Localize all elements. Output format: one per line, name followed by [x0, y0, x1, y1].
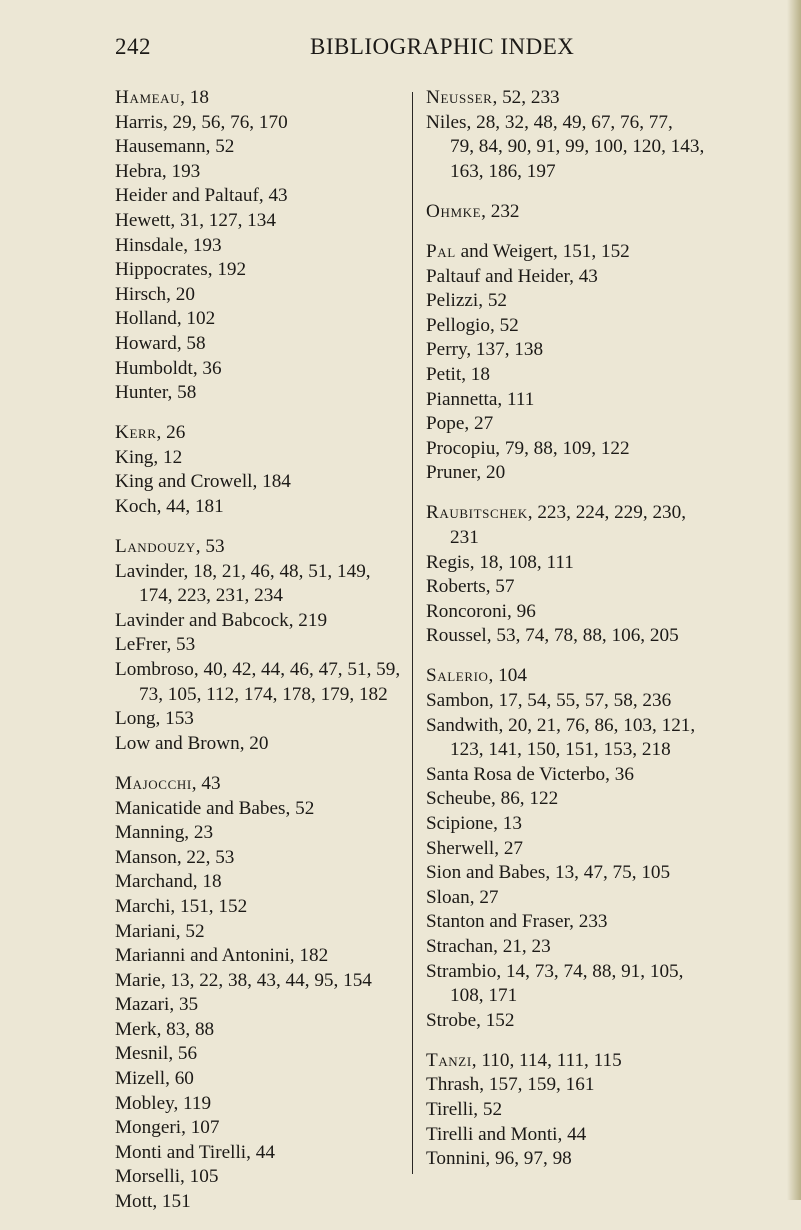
- page-number: 242: [115, 34, 151, 59]
- entry-name: Regis: [426, 551, 470, 573]
- index-entry-lavinder-and-babcock: [115, 609, 405, 634]
- entry-page-refs: , 43: [191, 772, 221, 794]
- entry-page-refs: , 31, 127, 134: [170, 209, 276, 231]
- entry-page-refs: , 21, 23: [493, 936, 551, 957]
- index-entry-low-and-brown: [115, 732, 405, 757]
- entry-page-refs: , 17, 54, 55, 57, 58, 236: [488, 690, 672, 712]
- entry-name: Roussel: [426, 625, 487, 647]
- index-entry-pruner: [426, 461, 726, 486]
- index-entry-lavinder: [115, 560, 405, 609]
- index-entry-morselli: [115, 1165, 405, 1190]
- entry-page-refs: , 193: [183, 234, 222, 256]
- entry-page-refs: , 13, 47, 75, 105: [545, 862, 671, 884]
- entry-page-refs: , 29, 56, 76, 170: [162, 111, 288, 133]
- entry-name: Marie: [115, 969, 161, 991]
- entry-name: Lavinder and Babcock: [115, 609, 289, 631]
- entry-page-refs: , 14, 73, 74, 88, 91, 105,: [496, 960, 684, 982]
- entry-page-refs: , 40, 42, 44, 46, 47, 51, 59,: [193, 659, 401, 681]
- index-entry-neusser: [426, 86, 726, 111]
- index-entry-howard: [115, 332, 405, 357]
- entry-page-refs: , 52: [285, 797, 315, 819]
- page-header: [0, 34, 801, 68]
- entry-page-refs: , 27: [469, 886, 499, 908]
- entry-name: Tanzi: [426, 1049, 472, 1071]
- entry-page-refs: , 13: [493, 813, 522, 835]
- entry-page-refs: , 18, 108, 111: [469, 551, 574, 573]
- index-entry-holland: [115, 307, 405, 332]
- entry-page-refs: and Weigert, 151, 152: [455, 240, 630, 262]
- index-entry-sherwell: [426, 837, 726, 862]
- index-letter-group: [115, 772, 405, 1215]
- index-entry-majocchi: [115, 772, 405, 797]
- entry-name: Niles: [426, 111, 467, 133]
- entry-page-refs: , 52, 233: [492, 87, 560, 108]
- index-letter-group: [115, 535, 405, 756]
- index-letter-group: [426, 664, 726, 1033]
- entry-name: Marchi: [115, 895, 171, 917]
- index-entry-santa-rosa-de-victerbo: [426, 763, 726, 788]
- index-entry-landouzy: [115, 535, 405, 560]
- entry-name: Lombroso: [115, 659, 194, 681]
- index-letter-group: [426, 200, 726, 225]
- entry-page-refs: , 56: [168, 1043, 198, 1065]
- entry-page-refs: , 58: [167, 382, 197, 404]
- entry-name: Pope: [426, 413, 465, 435]
- index-entry-mongeri: [115, 1116, 405, 1141]
- entry-page-refs: , 18, 21, 46, 48, 51, 149,: [183, 560, 371, 582]
- entry-page-refs: , 182: [289, 945, 329, 967]
- entry-name: Sloan: [426, 886, 470, 908]
- index-entry-roberts: [426, 575, 726, 600]
- entry-name: Strobe: [426, 1009, 477, 1031]
- entry-name: Scheube: [426, 788, 492, 810]
- entry-page-refs: , 52: [478, 290, 507, 312]
- index-entry-sambon: [426, 689, 726, 714]
- index-column-left: [115, 86, 405, 1230]
- entry-name: Strachan: [426, 936, 494, 957]
- index-letter-group: [115, 86, 405, 406]
- entry-page-refs-continued: 231: [450, 527, 479, 548]
- entry-page-refs: , 223, 224, 229, 230,: [527, 502, 687, 524]
- entry-name: Low and Brown: [115, 732, 240, 754]
- entry-page-refs: , 12: [153, 446, 183, 468]
- entry-page-refs: , 102: [176, 308, 216, 330]
- entry-name: Manning: [115, 822, 185, 844]
- index-entry-tanzi: [426, 1049, 726, 1074]
- index-entry-marchand: [115, 870, 405, 895]
- index-entry-paltauf-and-heider: [426, 265, 726, 290]
- entry-name: King: [115, 446, 154, 468]
- entry-name: Paltauf and Heider: [426, 265, 570, 287]
- entry-page-refs: , 153: [155, 708, 194, 730]
- index-entry-mott: [115, 1190, 405, 1215]
- entry-name: Hinsdale: [115, 234, 184, 256]
- entry-name: Kerr: [115, 422, 157, 444]
- entry-name: Morselli: [115, 1166, 181, 1188]
- index-entry-mizell: [115, 1067, 405, 1092]
- index-letter-group: [426, 1049, 726, 1172]
- entry-page-refs: , 152: [476, 1009, 515, 1031]
- index-entry-strachan: [426, 935, 726, 960]
- entry-name: Manicatide and Babes: [115, 797, 286, 819]
- entry-page-refs: , 20, 21, 76, 86, 103, 121,: [498, 714, 696, 736]
- entry-name: Roberts: [426, 576, 486, 598]
- index-entry-marianni-and-antonini: [115, 944, 405, 969]
- entry-page-refs: , 52: [175, 920, 205, 942]
- index-entry-regis: [426, 551, 726, 576]
- entry-page-refs: , 111: [497, 388, 535, 410]
- entry-page-refs-continued: 73, 105, 112, 174, 178, 179, 182: [139, 683, 388, 705]
- entry-page-refs: , 28, 32, 48, 49, 67, 76, 77,: [466, 111, 673, 133]
- index-entry-hewett: [115, 209, 405, 234]
- entry-page-refs-continued: 123, 141, 150, 151, 153, 218: [450, 739, 671, 761]
- entry-page-refs: , 23: [184, 822, 214, 844]
- entry-name: Pellogio: [426, 314, 490, 336]
- index-entry-hausemann: [115, 135, 405, 160]
- entry-name: Ohmke: [426, 200, 482, 222]
- entry-name: Tirelli: [426, 1099, 474, 1121]
- entry-page-refs: , 44: [246, 1141, 275, 1163]
- entry-name: Petit: [426, 363, 462, 385]
- index-entry-niles: [426, 111, 726, 185]
- index-entry-scipione: [426, 812, 726, 837]
- index-entry-roussel: [426, 624, 726, 649]
- index-letter-group: [426, 501, 726, 649]
- entry-name: Mariani: [115, 920, 176, 942]
- entry-page-refs: , 96, 97, 98: [485, 1148, 572, 1170]
- index-letter-group: [426, 86, 726, 184]
- index-entry-hippocrates: [115, 258, 405, 283]
- entry-name: Procopiu: [426, 437, 496, 459]
- index-entry-monti-and-tirelli: [115, 1141, 405, 1166]
- index-entry-procopiu: [426, 437, 726, 462]
- index-entry-thrash: [426, 1073, 726, 1098]
- entry-name: Hebra: [115, 160, 162, 182]
- index-entry-pellogio: [426, 314, 726, 339]
- entry-name: Stanton and Fraser: [426, 911, 570, 933]
- entry-name: Perry: [426, 339, 467, 361]
- entry-page-refs: , 233: [569, 911, 608, 933]
- index-entry-strobe: [426, 1009, 726, 1034]
- entry-page-refs-continued: 174, 223, 231, 234: [139, 585, 283, 607]
- index-entry-sandwith: [426, 714, 726, 763]
- entry-name: Sherwell: [426, 837, 495, 859]
- entry-name: Pelizzi: [426, 290, 479, 312]
- entry-name: Monti and Tirelli: [115, 1141, 247, 1163]
- entry-name: Mobley: [115, 1092, 174, 1114]
- entry-page-refs: , 20: [166, 283, 195, 305]
- index-entry-koch: [115, 495, 405, 520]
- index-entry-pelizzi: [426, 289, 726, 314]
- index-entry-heider-and-paltauf: [115, 184, 405, 209]
- entry-page-refs: , 83, 88: [156, 1018, 215, 1040]
- entry-page-refs: , 151: [152, 1191, 191, 1213]
- entry-name: Neusser: [426, 87, 493, 108]
- entry-name: Piannetta: [426, 388, 498, 410]
- entry-page-refs: , 44: [557, 1123, 587, 1145]
- entry-name: Hirsch: [115, 283, 167, 305]
- entry-name: Strambio: [426, 960, 497, 982]
- entry-name: Heider and Paltauf: [115, 185, 259, 207]
- index-entry-king: [115, 446, 405, 471]
- column-divider: [412, 92, 413, 1174]
- index-entry-mariani: [115, 920, 405, 945]
- entry-name: Mesnil: [115, 1043, 169, 1065]
- index-entry-pal: [426, 240, 726, 265]
- entry-page-refs: , 157, 159, 161: [479, 1074, 595, 1096]
- entry-page-refs: , 151, 152: [170, 895, 248, 917]
- index-entry-manning: [115, 821, 405, 846]
- index-entry-tirelli: [426, 1098, 726, 1123]
- entry-page-refs: , 137, 138: [466, 339, 544, 361]
- entry-page-refs: , 36: [605, 763, 634, 785]
- entry-name: Tirelli and Monti: [426, 1123, 558, 1145]
- entry-page-refs: , 107: [181, 1117, 220, 1139]
- entry-page-refs: , 53, 74, 78, 88, 106, 205: [486, 625, 679, 647]
- index-entry-salerio: [426, 664, 726, 689]
- index-entry-ohmke: [426, 200, 726, 225]
- entry-page-refs: , 20: [476, 462, 506, 484]
- entry-name: Hameau: [115, 87, 181, 108]
- entry-page-refs: , 193: [161, 160, 201, 182]
- index-entry-piannetta: [426, 388, 726, 413]
- entry-name: Santa Rosa de Victerbo: [426, 763, 606, 785]
- index-entry-harris: [115, 111, 405, 136]
- entry-name: Hunter: [115, 382, 168, 404]
- entry-page-refs: , 52: [489, 314, 519, 336]
- index-column-right: [426, 86, 726, 1187]
- index-entry-tonnini: [426, 1147, 726, 1172]
- entry-name: Humboldt: [115, 357, 193, 379]
- entry-name: Scipione: [426, 813, 494, 835]
- entry-name: Manson: [115, 846, 177, 868]
- index-entry-mesnil: [115, 1042, 405, 1067]
- entry-page-refs: , 219: [288, 609, 328, 631]
- entry-page-refs: , 119: [173, 1092, 212, 1114]
- entry-name: Sandwith: [426, 714, 499, 736]
- entry-page-refs: , 36: [192, 357, 222, 379]
- entry-name: Marianni and Antonini: [115, 945, 290, 967]
- running-title: BIBLIOGRAPHIC INDEX: [310, 34, 575, 59]
- entry-page-refs: , 60: [165, 1068, 194, 1090]
- entry-page-refs: , 79, 88, 109, 122: [495, 437, 630, 459]
- index-entry-marie: [115, 969, 405, 994]
- entry-page-refs: , 110, 114, 111, 115: [471, 1049, 622, 1071]
- index-entry-tirelli-and-monti: [426, 1123, 726, 1148]
- index-letter-group: [426, 240, 726, 486]
- entry-page-refs: , 57: [485, 576, 515, 598]
- entry-page-refs: , 18: [461, 363, 490, 385]
- index-entry-perry: [426, 338, 726, 363]
- entry-page-refs: , 104: [488, 665, 527, 687]
- entry-page-refs: , 44, 181: [156, 496, 224, 517]
- index-entry-hameau: [115, 86, 405, 111]
- entry-page-refs: , 27: [464, 413, 494, 435]
- index-entry-hirsch: [115, 283, 405, 308]
- index-entry-roncoroni: [426, 600, 726, 625]
- entry-name: Pruner: [426, 462, 477, 484]
- entry-name: Majocchi: [115, 772, 192, 794]
- entry-name: Harris: [115, 111, 163, 133]
- index-entry-long: [115, 707, 405, 732]
- index-entry-manicatide-and-babes: [115, 797, 405, 822]
- entry-page-refs: , 52: [205, 136, 235, 158]
- index-entry-lefrer: [115, 633, 405, 658]
- entry-name: Howard: [115, 332, 177, 354]
- index-entry-petit: [426, 363, 726, 388]
- entry-name: King and Crowell: [115, 471, 253, 493]
- entry-name: Mazari: [115, 994, 170, 1016]
- index-entry-hunter: [115, 381, 405, 406]
- entry-page-refs: , 105: [180, 1166, 219, 1188]
- entry-name: Hewett: [115, 209, 171, 231]
- entry-page-refs: , 27: [494, 837, 523, 859]
- entry-page-refs: , 184: [252, 471, 291, 493]
- entry-page-refs: , 232: [481, 200, 520, 222]
- entry-name: LeFrer: [115, 634, 167, 656]
- entry-name: Merk: [115, 1018, 157, 1040]
- entry-name: Salerio: [426, 665, 489, 687]
- entry-name: Long: [115, 708, 156, 730]
- index-entry-hinsdale: [115, 234, 405, 259]
- entry-name: Sambon: [426, 690, 489, 712]
- entry-page-refs: , 86, 122: [491, 788, 559, 810]
- index-entry-mobley: [115, 1092, 405, 1117]
- index-entry-mazari: [115, 993, 405, 1018]
- index-entry-kerr: [115, 421, 405, 446]
- entry-page-refs-continued: 108, 171: [450, 985, 518, 1007]
- entry-name: Koch: [115, 496, 157, 517]
- entry-page-refs: , 35: [169, 994, 199, 1016]
- index-entry-king-and-crowell: [115, 470, 405, 495]
- entry-page-refs: , 18: [192, 871, 222, 893]
- index-entry-marchi: [115, 895, 405, 920]
- entry-page-refs-continued: 79, 84, 90, 91, 99, 100, 120, 143,: [450, 136, 705, 158]
- index-entry-humboldt: [115, 357, 405, 382]
- entry-name: Hippocrates: [115, 259, 208, 281]
- entry-page-refs: , 13, 22, 38, 43, 44, 95, 154: [160, 969, 372, 991]
- entry-name: Lavinder: [115, 560, 184, 582]
- entry-page-refs: , 22, 53: [176, 846, 235, 868]
- entry-page-refs-continued: 163, 186, 197: [450, 160, 556, 182]
- entry-name: Mizell: [115, 1068, 166, 1090]
- entry-page-refs: , 53: [166, 634, 196, 656]
- entry-name: Landouzy: [115, 536, 196, 558]
- index-entry-sion-and-babes: [426, 861, 726, 886]
- entry-name: Raubitschek: [426, 502, 528, 524]
- entry-name: Marchand: [115, 871, 193, 893]
- entry-page-refs: , 192: [207, 259, 247, 281]
- entry-page-refs: , 43: [569, 265, 598, 287]
- index-entry-manson: [115, 846, 405, 871]
- index-entry-raubitschek: [426, 501, 726, 550]
- entry-name: Pal: [426, 240, 456, 262]
- index-entry-strambio: [426, 960, 726, 1009]
- entry-name: Tonnini: [426, 1148, 486, 1170]
- entry-name: Sion and Babes: [426, 862, 546, 884]
- entry-page-refs: , 43: [258, 185, 288, 207]
- index-entry-merk: [115, 1018, 405, 1043]
- entry-name: Mott: [115, 1191, 153, 1213]
- entry-page-refs: , 53: [195, 536, 225, 558]
- entry-page-refs: , 58: [176, 332, 206, 354]
- index-entry-pope: [426, 412, 726, 437]
- index-entry-hebra: [115, 160, 405, 185]
- index-entry-stanton-and-fraser: [426, 910, 726, 935]
- page-edge-shadow: [787, 0, 801, 1200]
- entry-page-refs: , 26: [156, 422, 186, 444]
- entry-name: Thrash: [426, 1074, 480, 1096]
- entry-page-refs: , 20: [239, 732, 269, 754]
- entry-page-refs: , 18: [180, 87, 209, 108]
- entry-page-refs: , 52: [473, 1099, 503, 1121]
- entry-name: Roncoroni: [426, 600, 508, 622]
- entry-name: Hausemann: [115, 136, 206, 158]
- index-entry-lombroso: [115, 658, 405, 707]
- index-entry-scheube: [426, 787, 726, 812]
- index-entry-sloan: [426, 886, 726, 911]
- entry-page-refs: , 96: [507, 600, 536, 622]
- entry-name: Mongeri: [115, 1117, 182, 1139]
- index-letter-group: [115, 421, 405, 519]
- entry-name: Holland: [115, 308, 177, 330]
